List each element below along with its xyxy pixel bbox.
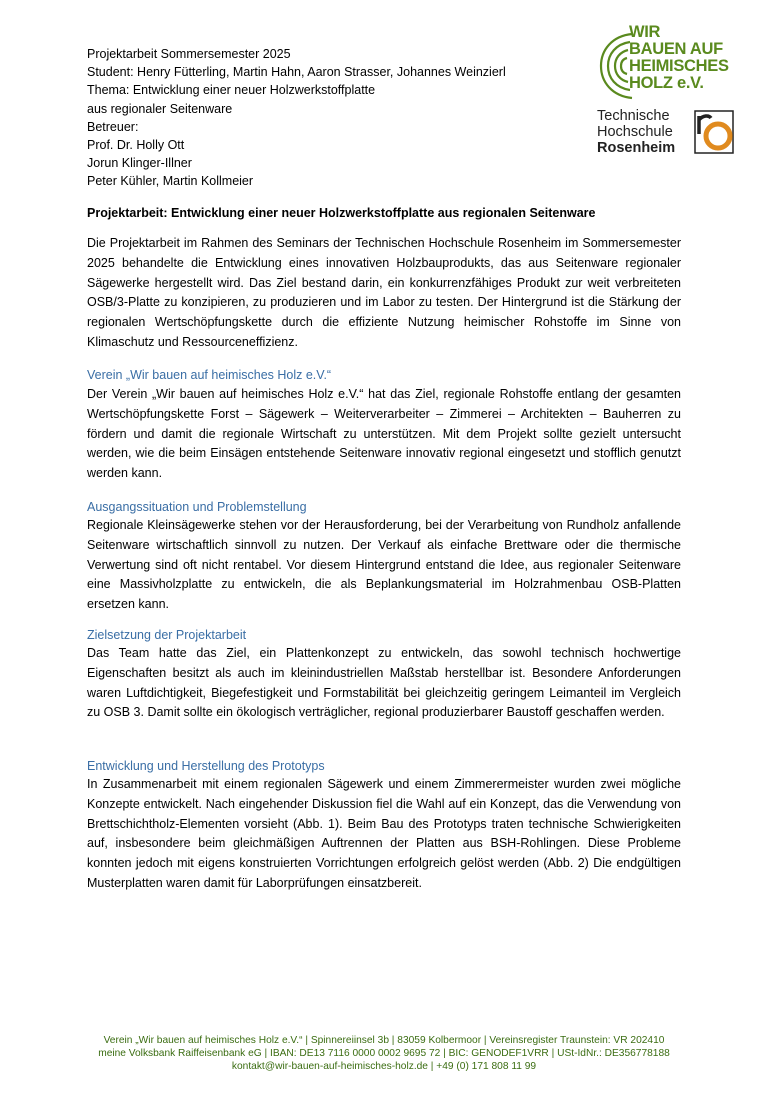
section-heading: Verein „Wir bauen auf heimisches Holz e.V.“: [87, 368, 332, 382]
th-logo-mark-icon: [694, 110, 734, 154]
section-paragraph: Regionale Kleinsägewerke stehen vor der Herausforderung, bei der Verarbeitung von Rundholz anfallende Seitenware wirtschaftlich sinnvoll zu nutzen. Der Verkauf als einfache Brettware oder die thermische Verwertung sind oft nicht rentabel. Vor diesem Hintergrund entstand die Idee, aus regionaler Seitenware eine Massivholzplatte zu entwickeln, die als Beplankungsmaterial im Holzrahmenbau OSB-Platten ersetzen kann.: [87, 518, 681, 612]
header-line: aus regionaler Seitenware: [87, 101, 233, 116]
section-heading: Entwicklung und Herstellung des Prototyps: [87, 759, 325, 773]
header-line: Prof. Dr. Holly Ott: [87, 138, 185, 153]
verein-logo-text: WIR BAUEN AUF HEIMISCHES HOLZ e.V.: [629, 23, 729, 92]
section-paragraph: Der Verein „Wir bauen auf heimisches Holz e.V.“ hat das Ziel, regionale Rohstoffe entlang der gesamten Wertschöpfungskette Forst – Sägewerk – Weiterverarbeiter – Zimmerei – Architekten – Bauherren zu fördern und damit die regionale Wirtschaft zu unterstützen. Mit dem Projekt sollte gezielt untersucht werden, wie die beim Einsägen entstehende Seitenware innovativ regional eingesetzt und stofflich genutzt werden kann.: [87, 387, 681, 481]
footer-contact[interactable]: kontakt@wir-bauen-auf-heimisches-holz.de | +49 (0) 171 808 11 99: [231, 1061, 537, 1072]
verein-logo: [598, 24, 748, 108]
section-heading: Ausgangssituation und Problemstellung: [87, 500, 307, 514]
section-paragraph: Das Team hatte das Ziel, ein Plattenkonzept zu entwickeln, das sowohl technisch hochwertige Eigenschaften besitzt als auch im kleinindustriellen Maßstab herstellbar ist. Besondere Anforderungen waren Luftdichtigkeit, Biegefestigkeit und Formstabilität bei gleichzeitig geringem Leimanteil im Vergleich zu OSB 3. Damit sollte ein ökologisch verträglicher, regional produzierbarer Baustoff geschaffen werden.: [87, 646, 681, 720]
header-line: Jorun Klinger-Illner: [87, 156, 192, 171]
section-paragraph: In Zusammenarbeit mit einem regionalen Sägewerk und einem Zimmerermeister wurden zwei mögliche Konzepte entwickelt. Nach eingehender Diskussion fiel die Wahl auf ein Konzept, das die Verwendung von Brettschichtholz-Elementen vorsieht (Abb. 1). Beim Bau des Prototyps traten technische Schwierigkeiten auf, insbesondere beim gleichmäßigen Auftrennen der Platten aus BSH-Rohlingen. Diese Probleme konnten jedoch mit eigens konstruierten Vorrichtungen erfolgreich gelöst werden (Abb. 2) Die endgültigen Musterplatten waren damit für Laborprüfungen einsatzbereit.: [87, 777, 681, 890]
intro-paragraph: Die Projektarbeit im Rahmen des Seminars der Technischen Hochschule Rosenheim im Sommersemester 2025 behandelte die Entwicklung eines innovativen Holzbauprodukts, das aus Seitenware regionaler Sägewerke hergestellt wird. Das Ziel bestand darin, ein konkurrenzfähiges Produkt zur weit verbreiteten OSB/3-Platte zu konzipieren, zu produzieren und im Labor zu testen. Der Hintergrund ist die Stärkung der regionalen Wertschöpfungskette durch die effiziente Nutzung heimischer Rohstoffe im Sinne von Klimaschutz und Ressourceneffizienz.: [87, 236, 681, 349]
page-footer: [0, 1034, 768, 1073]
header-block: [87, 45, 557, 191]
footer-line: meine Volksbank Raiffeisenbank eG | IBAN: DE13 7116 0000 0002 9695 72 | BIC: GENODEF1VRR | USt-IdNr.: DE356778188: [98, 1048, 670, 1059]
header-line: Student: Henry Fütterling, Martin Hahn, Aaron Strasser, Johannes Weinzierl: [87, 65, 506, 80]
document-title: Projektarbeit: Entwicklung einer neuer Holzwerkstoffplatte aus regionalen Seitenware: [87, 206, 596, 220]
header-line: Projektarbeit Sommersemester 2025: [87, 47, 291, 61]
th-logo-text: Technische Hochschule Rosenheim: [597, 108, 676, 156]
header-line: Betreuer:: [87, 119, 139, 134]
section-heading: Zielsetzung der Projektarbeit: [87, 628, 247, 642]
footer-line: Verein „Wir bauen auf heimisches Holz e.V.“ | Spinnereiinsel 3b | 83059 Kolbermoor | Vereinsregister Traunstein: VR 202410: [103, 1035, 665, 1046]
header-line: Peter Kühler, Martin Kollmeier: [87, 174, 254, 189]
th-rosenheim-logo: [597, 108, 742, 160]
header-line: Thema: Entwicklung einer neuer Holzwerkstoffplatte: [87, 83, 376, 98]
